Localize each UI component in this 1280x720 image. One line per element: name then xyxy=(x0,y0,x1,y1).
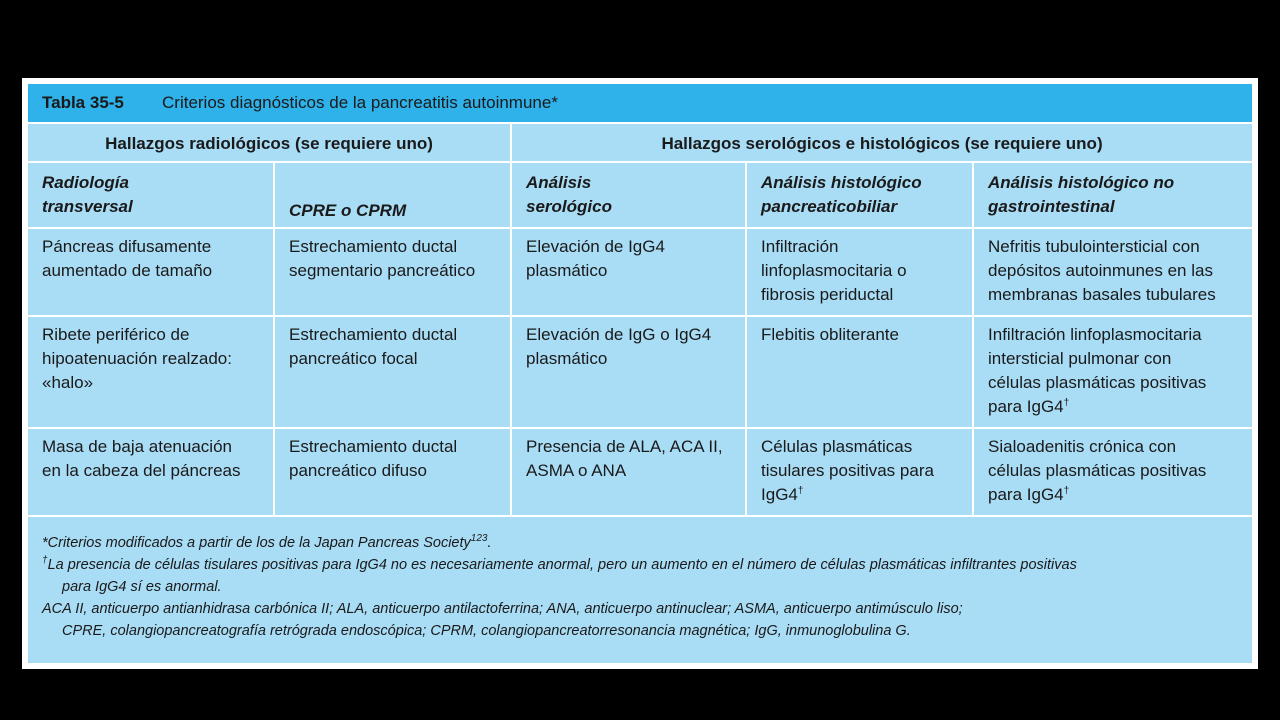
table-cell: Páncreas difusamente aumentado de tamaño xyxy=(28,228,274,316)
column-header: Radiología transversal xyxy=(28,162,274,228)
group-header-row xyxy=(28,123,1252,162)
table-cell: Infiltración linfoplasmocitaria o fibrosis periductal xyxy=(746,228,973,316)
table-row xyxy=(28,228,1252,316)
column-header-row xyxy=(28,162,1252,228)
table-footnotes xyxy=(42,532,1238,642)
table-cell: Estrechamiento ductal pancreático focal xyxy=(274,316,511,428)
dagger-mark: † xyxy=(1063,485,1070,497)
table-row xyxy=(28,316,1252,428)
footnote-abbreviations-cont: CPRE, colangiopancreatografía retrógrada endoscópica; CPRM, colangiopancreatorresonancia magnética; IgG, inmunoglobulina G. xyxy=(62,623,911,639)
table-cell: Presencia de ALA, ACA II, ASMA o ANA xyxy=(511,428,746,516)
footnote-criteria: *Criterios modificados a partir de los de la Japan Pancreas Society$^{123}$. xyxy=(42,533,492,551)
group-header-radiologic: Hallazgos radiológicos (se requiere uno) xyxy=(28,123,511,162)
table-cell: Nefritis tubulointersticial con depósitos autoinmunes en las membranas basales tubulares xyxy=(973,228,1252,316)
column-header: CPRE o CPRM xyxy=(274,162,511,228)
table-cell: Masa de baja atenuación en la cabeza del páncreas xyxy=(28,428,274,516)
table-cell: Ribete periférico de hipoatenuación realzado: «halo» xyxy=(28,316,274,428)
footnote-abbreviations: ACA II, anticuerpo antianhidrasa carbónica II; ALA, anticuerpo antilactoferrina; ANA, anticuerpo antinuclear; ASMA, anticuerpo antimúsculo liso; xyxy=(42,601,963,617)
table-number: Tabla 35-5 xyxy=(42,93,124,112)
table-title: Criterios diagnósticos de la pancreatitis autoinmune* xyxy=(162,93,558,112)
table-panel xyxy=(28,84,1252,663)
footnote-dagger-cont: para IgG4 sí es anormal. xyxy=(62,579,222,595)
table-cell: Elevación de IgG4 plasmático xyxy=(511,228,746,316)
column-header: Análisis histológico no gastrointestinal xyxy=(973,162,1252,228)
criteria-table xyxy=(28,122,1252,517)
group-header-serologic-histologic: Hallazgos serológicos e histológicos (se requiere uno) xyxy=(511,123,1252,162)
table-cell: Flebitis obliterante xyxy=(746,316,973,428)
dagger-mark: † xyxy=(1063,397,1070,409)
table-title-bar xyxy=(28,84,1252,122)
dagger-mark: † xyxy=(797,485,804,497)
footnote-dagger: †La presencia de células tisulares positivas para IgG4 no es necesariamente anormal, pero un aumento en el número de células plasmáticas infiltrantes positivas xyxy=(42,555,1077,573)
column-header: Análisis serológico xyxy=(511,162,746,228)
table-row xyxy=(28,428,1252,516)
slide xyxy=(22,78,1258,669)
column-header: Análisis histológico pancreaticobiliar xyxy=(746,162,973,228)
table-cell: Elevación de IgG o IgG4 plasmático xyxy=(511,316,746,428)
table-cell: Células plasmáticas tisulares positivas para IgG4† xyxy=(746,428,973,516)
table-cell: Estrechamiento ductal segmentario pancreático xyxy=(274,228,511,316)
table-cell: Infiltración linfoplasmocitaria intersticial pulmonar con células plasmáticas positivas para IgG4† xyxy=(973,316,1252,428)
table-cell: Sialoadenitis crónica con células plasmáticas positivas para IgG4† xyxy=(973,428,1252,516)
table-cell: Estrechamiento ductal pancreático difuso xyxy=(274,428,511,516)
